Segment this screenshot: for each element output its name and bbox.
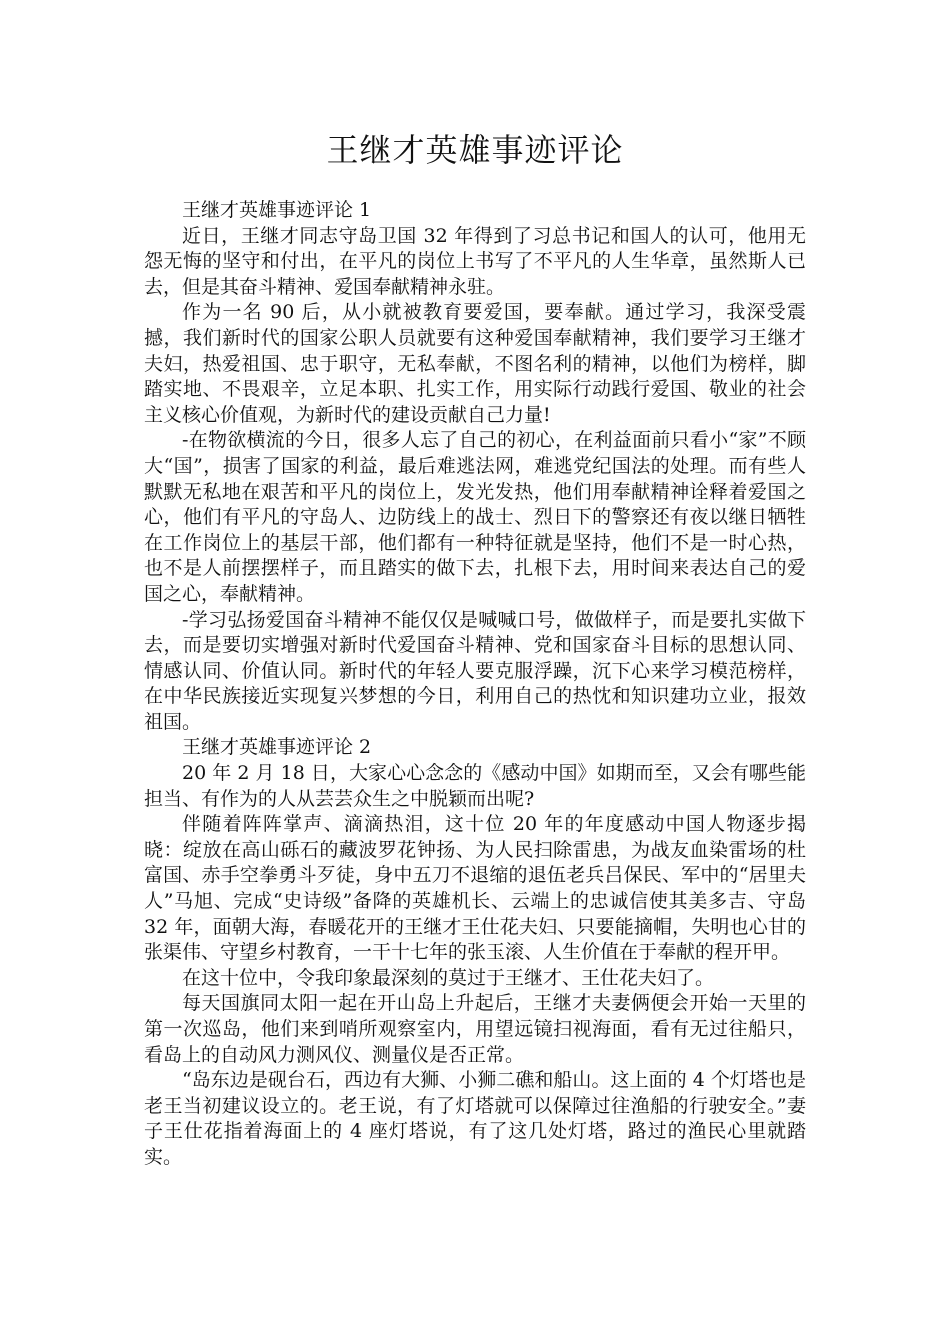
document-title: 王继才英雄事迹评论 [326, 131, 624, 169]
paragraph: 伴随着阵阵掌声、滴滴热泪，这十位 20 年的年度感动中国人物逐步揭晓：绽放在高山砾石的藏波罗花钟扬、为人民扫除雷患，为战友血染雷场的杜富国、赤手空拳勇斗歹徒，身中五刀不退缩的退伍老兵吕保民、军中的“居里夫人”马旭、完成“史诗级”备降的英雄机长、云端上的忠诚信使其美多吉、守岛 32 年，面朝大海，春暖花开的王继才王仕花夫妇、只要能摘帽，失明也心甘的张渠伟、守望乡村教育，一干十七年的张玉滚、人生价值在于奉献的程开甲。 [144, 813, 806, 964]
paragraph: -在物欲横流的今日，很多人忘了自己的初心，在利益面前只看小“家”不顾大“国”，损害了国家的利益，最后难逃法网，难逃党纪国法的处理。而有些人默默无私地在艰苦和平凡的岗位上，发光发热，他们用奉献精神诠释着爱国之心，他们有平凡的守岛人、边防线上的战士、烈日下的警察还有夜以继日牺牲在工作岗位上的基层干部，他们都有一种特征就是坚持，他们不是一时心热，也不是人前摆摆样子，而且踏实的做下去，扎根下去，用时间来表达自己的爱国之心，奉献精神。 [144, 429, 806, 605]
section-heading-1: 王继才英雄事迹评论 1 [182, 199, 372, 221]
paragraph: 在这十位中，令我印象最深刻的莫过于王继才、王仕花夫妇了。 [182, 966, 715, 989]
paragraph: 作为一名 90 后，从小就被教育要爱国，要奉献。通过学习，我深受震撼，我们新时代的国家公职人员就要有这种爱国奉献精神，我们要学习王继才夫妇，热爱祖国、忠于职守，无私奉献，不图名利的精神，以他们为榜样，脚踏实地、不畏艰辛，立足本职、扎实工作，用实际行动践行爱国、敬业的社会主义核心价值观，为新时代的建设贡献自己力量! [144, 301, 806, 426]
paragraph: “岛东边是砚台石，西边有大狮、小狮二礁和船山。这上面的 4 个灯塔也是老王当初建议设立的。老王说，有了灯塔就可以保障过往渔船的行驶安全。”妻子王仕花指着海面上的 4 座灯塔说，有了这几处灯塔，路过的渔民心里就踏实。 [144, 1069, 806, 1168]
document-body [144, 198, 806, 1171]
paragraph: 每天国旗同太阳一起在开山岛上升起后，王继才夫妻俩便会开始一天里的第一次巡岛，他们来到哨所观察室内，用望远镜扫视海面，看有无过往船只，看岛上的自动风力测风仪、测量仪是否正常。 [144, 992, 806, 1066]
paragraph: -学习弘扬爱国奋斗精神不能仅仅是喊喊口号，做做样子，而是要扎实做下去，而是要切实增强对新时代爱国奋斗精神、党和国家奋斗目标的思想认同、情感认同、价值认同。新时代的年轻人要克服浮躁，沉下心来学习模范榜样，在中华民族接近实现复兴梦想的今日，利用自己的热忱和知识建功立业，报效祖国。 [144, 608, 806, 733]
paragraph: 20 年 2 月 18 日，大家心心念念的《感动中国》如期而至，又会有哪些能担当、有作为的人从芸芸众生之中脱颖而出呢? [144, 762, 806, 810]
section-heading-2: 王继才英雄事迹评论 2 [182, 736, 372, 759]
paragraph: 近日，王继才同志守岛卫国 32 年得到了习总书记和国人的认可，他用无怨无悔的坚守和付出，在平凡的岗位上书写了不平凡的人生华章，虽然斯人已去，但是其奋斗精神、爱国奉献精神永驻。 [144, 224, 806, 298]
